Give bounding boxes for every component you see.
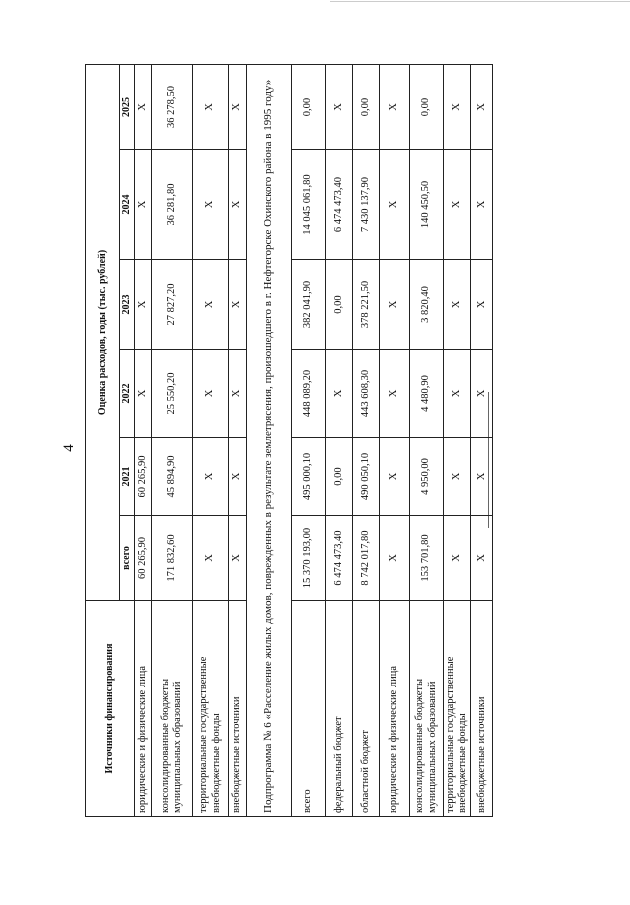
value-cell: X bbox=[380, 350, 410, 438]
value-cell: 448 089,20 bbox=[292, 350, 326, 438]
value-cell: X bbox=[444, 150, 471, 260]
header-year: 2023 bbox=[120, 260, 135, 350]
value-cell: 0,00 bbox=[353, 65, 380, 150]
value-cell: X bbox=[193, 65, 229, 150]
header-year: 2022 bbox=[120, 350, 135, 438]
value-cell: X bbox=[193, 350, 229, 438]
header-year: 2025 bbox=[120, 65, 135, 150]
value-cell: 36 278,50 bbox=[152, 65, 193, 150]
value-cell: 495 000,10 bbox=[292, 438, 326, 516]
value-cell: 36 281,80 bbox=[152, 150, 193, 260]
row-label: всего bbox=[292, 601, 326, 817]
value-cell: X bbox=[193, 438, 229, 516]
value-cell: X bbox=[326, 65, 353, 150]
table-row bbox=[193, 65, 229, 817]
row-label: консолидированные бюджеты муниципальных образований bbox=[152, 601, 193, 817]
table-container bbox=[85, 65, 487, 817]
header-source: Источники финансирования bbox=[86, 601, 135, 817]
value-cell: X bbox=[135, 260, 152, 350]
value-cell: X bbox=[380, 65, 410, 150]
value-cell: X bbox=[229, 150, 247, 260]
value-cell: 3 820,40 bbox=[410, 260, 444, 350]
value-cell: 45 894,90 bbox=[152, 438, 193, 516]
value-cell: X bbox=[135, 65, 152, 150]
value-cell: X bbox=[229, 65, 247, 150]
value-cell: X bbox=[229, 260, 247, 350]
value-cell: X bbox=[380, 438, 410, 516]
subprogram-row bbox=[247, 65, 292, 817]
value-cell: 8 742 017,80 bbox=[353, 516, 380, 601]
table-row bbox=[326, 65, 353, 817]
value-cell: X bbox=[471, 350, 493, 438]
value-cell: X bbox=[471, 516, 493, 601]
value-cell: X bbox=[135, 150, 152, 260]
value-cell: X bbox=[444, 260, 471, 350]
rotated-table bbox=[85, 65, 487, 817]
value-cell: X bbox=[229, 350, 247, 438]
table-row bbox=[135, 65, 152, 817]
value-cell: X bbox=[444, 350, 471, 438]
row-label: территориальные государственные внебюджетные фонды bbox=[444, 601, 471, 817]
value-cell: X bbox=[229, 516, 247, 601]
value-cell: 0,00 bbox=[326, 438, 353, 516]
value-cell: X bbox=[135, 350, 152, 438]
value-cell: 27 827,20 bbox=[152, 260, 193, 350]
header-row-group bbox=[86, 65, 120, 817]
value-cell: 60 265,90 bbox=[135, 438, 152, 516]
value-cell: 4 480,90 bbox=[410, 350, 444, 438]
value-cell: X bbox=[471, 150, 493, 260]
value-cell: X bbox=[193, 260, 229, 350]
row-label: консолидированные бюджеты муниципальных образований bbox=[410, 601, 444, 817]
header-year: 2021 bbox=[120, 438, 135, 516]
row-label: областной бюджет bbox=[353, 601, 380, 817]
row-label: федеральный бюджет bbox=[326, 601, 353, 817]
value-cell: 6 474 473,40 bbox=[326, 516, 353, 601]
value-cell: 0,00 bbox=[410, 65, 444, 150]
row-label: территориальные государственные внебюджетные фонды bbox=[193, 601, 229, 817]
value-cell: 60 265,90 bbox=[135, 516, 152, 601]
value-cell: X bbox=[193, 516, 229, 601]
value-cell: X bbox=[193, 150, 229, 260]
value-cell: 153 701,80 bbox=[410, 516, 444, 601]
value-cell: 378 221,50 bbox=[353, 260, 380, 350]
value-cell: X bbox=[380, 516, 410, 601]
value-cell: X bbox=[471, 438, 493, 516]
row-label: юридические и физические лица bbox=[380, 601, 410, 817]
row-label: юридические и физические лица bbox=[135, 601, 152, 817]
row-label: внебюджетные источники bbox=[471, 601, 493, 817]
value-cell: X bbox=[380, 150, 410, 260]
value-cell: X bbox=[444, 65, 471, 150]
page-number: 4 bbox=[61, 444, 77, 452]
value-cell: X bbox=[471, 65, 493, 150]
table-row bbox=[471, 65, 493, 817]
header-year: 2024 bbox=[120, 150, 135, 260]
value-cell: 382 041,90 bbox=[292, 260, 326, 350]
table-row bbox=[410, 65, 444, 817]
value-cell: 140 450,50 bbox=[410, 150, 444, 260]
value-cell: X bbox=[229, 438, 247, 516]
value-cell: X bbox=[444, 516, 471, 601]
value-cell: 490 050,10 bbox=[353, 438, 380, 516]
value-cell: 0,00 bbox=[326, 260, 353, 350]
value-cell: 171 832,60 bbox=[152, 516, 193, 601]
value-cell: 25 550,20 bbox=[152, 350, 193, 438]
scan-artifact-top bbox=[330, 1, 630, 2]
header-estimate-group: Оценка расходов, годы (тыс. рублей) bbox=[86, 65, 120, 601]
table-row bbox=[380, 65, 410, 817]
value-cell: 6 474 473,40 bbox=[326, 150, 353, 260]
value-cell: X bbox=[471, 260, 493, 350]
table-row bbox=[152, 65, 193, 817]
value-cell: X bbox=[326, 350, 353, 438]
table-row bbox=[229, 65, 247, 817]
value-cell: X bbox=[380, 260, 410, 350]
funding-table bbox=[85, 64, 493, 817]
value-cell: 4 950,00 bbox=[410, 438, 444, 516]
value-cell: 0,00 bbox=[292, 65, 326, 150]
value-cell: X bbox=[444, 438, 471, 516]
table-row bbox=[292, 65, 326, 817]
table-row bbox=[444, 65, 471, 817]
row-label: внебюджетные источники bbox=[229, 601, 247, 817]
subprogram-title: Подпрограмма № 6 «Расселение жилых домов, поврежденных в результате землетрясения, произошедшего в г. Нефтегорске Охинского района в 1995 году» bbox=[247, 65, 292, 817]
value-cell: 15 370 193,00 bbox=[292, 516, 326, 601]
value-cell: 7 430 137,90 bbox=[353, 150, 380, 260]
value-cell: 14 045 061,80 bbox=[292, 150, 326, 260]
value-cell: 443 608,30 bbox=[353, 350, 380, 438]
header-year: всего bbox=[120, 516, 135, 601]
table-row bbox=[353, 65, 380, 817]
